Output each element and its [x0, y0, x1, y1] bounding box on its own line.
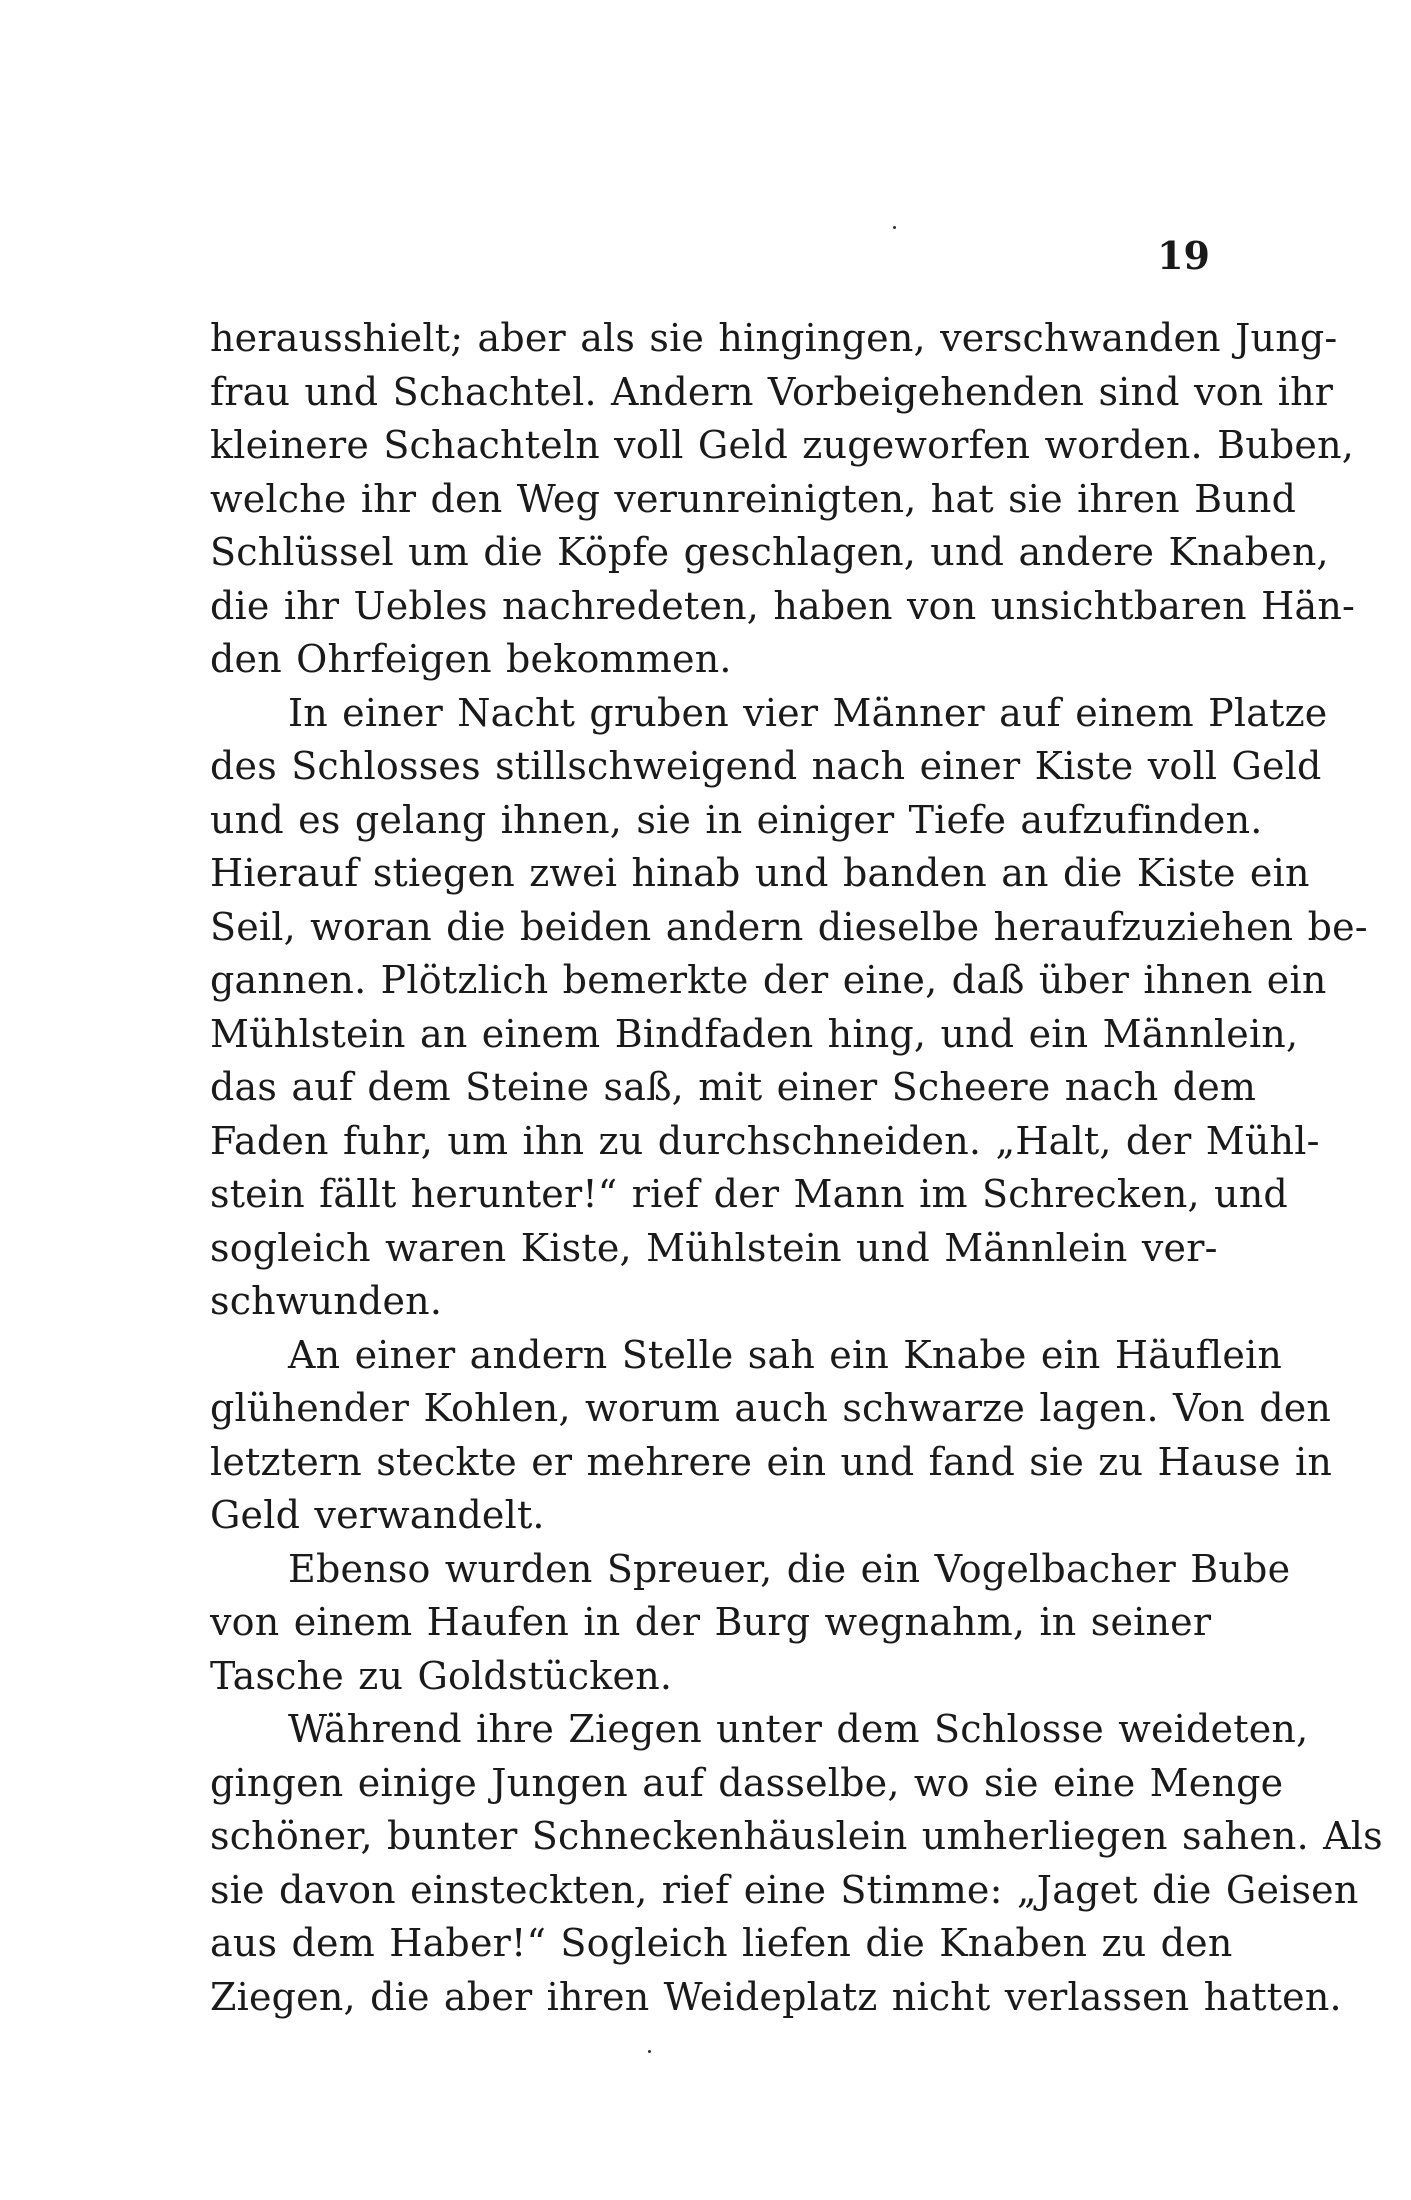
text-line: frau und Schachtel. Andern Vorbeigehenden sind von ihr [210, 369, 1334, 414]
paragraph-4 [210, 1543, 1291, 1704]
page-number: 19 [1157, 233, 1210, 278]
text-line: letztern steckte er mehrere ein und fand sie zu Hause in [210, 1439, 1333, 1484]
text-line: Seil, woran die beiden andern dieselbe heraufzuziehen be- [210, 904, 1368, 949]
text-line: Ebenso wurden Spreuer, die ein Vogelbacher Bube [288, 1546, 1291, 1591]
text-line: Während ihre Ziegen unter dem Schlosse weideten, [288, 1707, 1309, 1751]
paragraph-3 [210, 1329, 1333, 1543]
paragraph-1 [210, 312, 1356, 687]
text-line: sogleich waren Kiste, Mühlstein und Männlein ver- [210, 1225, 1218, 1270]
text-line: glühender Kohlen, worum auch schwarze lagen. Von den [210, 1386, 1332, 1430]
text-line: gingen einige Jungen auf dasselbe, wo sie eine Menge [210, 1760, 1284, 1805]
paper-speck [893, 226, 896, 229]
text-line: welche ihr den Weg verunreinigten, hat sie ihren Bund [210, 476, 1297, 521]
text-line: Mühlstein an einem Bindfaden hing, und ein Männlein, [210, 1011, 1299, 1056]
text-line: In einer Nacht gruben vier Männer auf einem Platze [288, 690, 1328, 735]
paragraph-2 [210, 687, 1368, 1329]
text-line: Tasche zu Goldstücken. [210, 1653, 673, 1698]
paragraph-5 [210, 1703, 1383, 2024]
text-line: die ihr Uebles nachredeten, haben von unsichtbaren Hän- [210, 583, 1356, 628]
text-line: das auf dem Steine saß, mit einer Scheere nach dem [210, 1065, 1257, 1109]
text-line: Schlüssel um die Köpfe geschlagen, und andere Knaben, [210, 530, 1329, 574]
text-line: sie davon einsteckten, rief eine Stimme: „Jaget die Geisen [210, 1867, 1359, 1912]
text-line: den Ohrfeigen bekommen. [210, 637, 732, 681]
body-text [210, 312, 1383, 2024]
text-line: aus dem Haber!“ Sogleich liefen die Knaben zu den [210, 1921, 1233, 1965]
text-line: Hierauf stiegen zwei hinab und banden an die Kiste ein [210, 851, 1310, 895]
text-line: und es gelang ihnen, sie in einiger Tiefe aufzufinden. [210, 797, 1263, 842]
text-line: herausshielt; aber als sie hingingen, verschwanden Jung- [210, 316, 1338, 360]
text-line: Faden fuhr, um ihn zu durchschneiden. „Halt, der Mühl- [210, 1118, 1320, 1163]
text-line: schöner, bunter Schneckenhäuslein umherliegen sahen. Als [210, 1814, 1383, 1858]
text-line: schwunden. [210, 1279, 443, 1323]
text-line: An einer andern Stelle sah ein Knabe ein Häuflein [288, 1332, 1283, 1377]
text-line: Ziegen, die aber ihren Weideplatz nicht verlassen hatten. [210, 1974, 1342, 2019]
text-line: Geld verwandelt. [210, 1493, 545, 1537]
text-line: stein fällt herunter!“ rief der Mann im Schrecken, und [210, 1172, 1288, 1216]
text-line: gannen. Plötzlich bemerkte der eine, daß über ihnen ein [210, 958, 1327, 1002]
text-line: kleinere Schachteln voll Geld zugeworfen worden. Buben, [210, 423, 1355, 467]
text-line: des Schlosses stillschweigend nach einer Kiste voll Geld [210, 744, 1322, 788]
paper-speck [648, 2050, 651, 2053]
text-line: von einem Haufen in der Burg wegnahm, in seiner [210, 1600, 1212, 1644]
